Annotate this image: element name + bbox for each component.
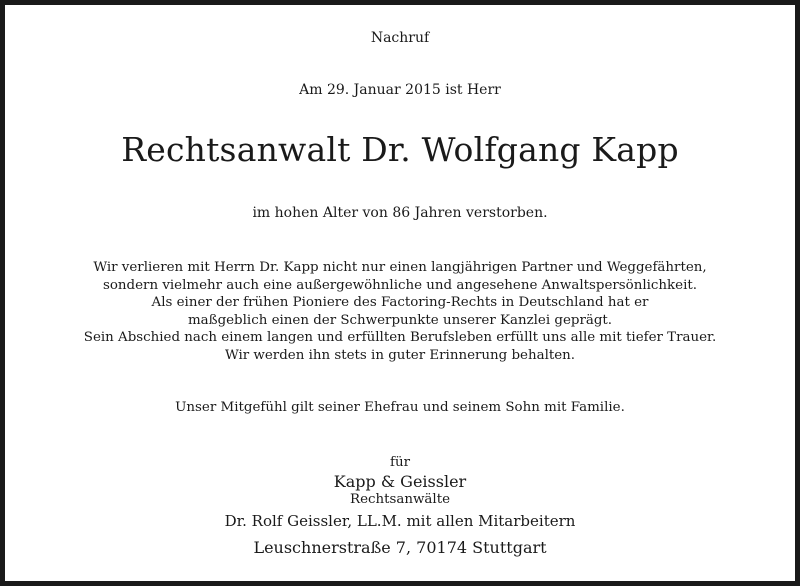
sympathy-line: Unser Mitgefühl gilt seiner Ehefrau und seinem Sohn mit Familie. xyxy=(175,400,625,415)
age-line: im hohen Alter von 86 Jahren verstorben. xyxy=(252,205,548,221)
firm-subtitle: Rechtsanwälte xyxy=(349,492,451,507)
for-label: für xyxy=(390,455,410,470)
firm-name: Kapp & Geissler xyxy=(333,472,467,491)
body-line: Wir verlieren mit Herrn Dr. Kapp nicht nur einen langjährigen Partner und Weggefährten, xyxy=(93,260,707,275)
deceased-name: Rechtsanwalt Dr. Wolfgang Kapp xyxy=(121,130,679,169)
body-paragraph xyxy=(0,259,800,365)
firm-address: Leuschnerstraße 7, 70174 Stuttgart xyxy=(253,538,547,557)
body-line: Sein Abschied nach einem langen und erfüllten Berufsleben erfüllt uns alle mit tiefer Trauer. xyxy=(83,330,717,346)
body-line: sondern vielmehr auch eine außergewöhnliche und angesehene Anwaltspersönlichkeit. xyxy=(102,277,698,293)
notice-heading: Nachruf xyxy=(370,30,430,46)
body-line: maßgeblich einen der Schwerpunkte unserer Kanzlei geprägt. xyxy=(187,312,613,328)
intro-line: Am 29. Januar 2015 ist Herr xyxy=(299,82,501,98)
body-line: Als einer der frühen Pioniere des Factoring-Rechts in Deutschland hat er xyxy=(151,295,649,311)
partner-line: Dr. Rolf Geissler, LL.M. mit allen Mitarbeitern xyxy=(224,512,576,530)
body-line: Wir werden ihn stets in guter Erinnerung behalten. xyxy=(224,347,576,363)
